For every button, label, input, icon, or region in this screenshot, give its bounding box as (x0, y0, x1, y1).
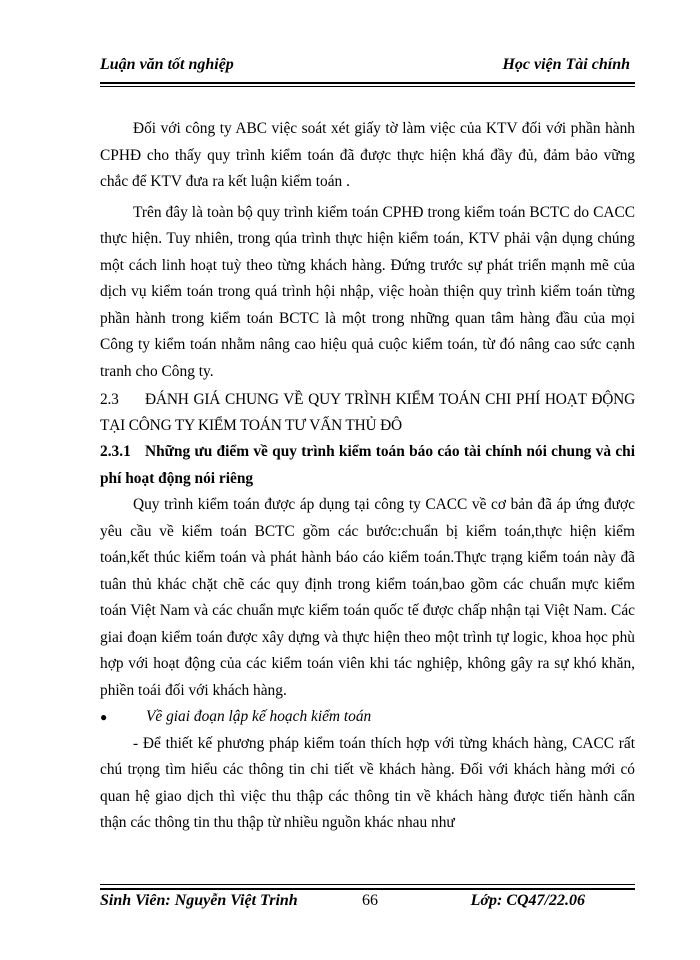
section-heading-2-3 (100, 387, 635, 439)
footer-rule-thick (100, 888, 635, 890)
section-number: 2.3 (100, 391, 119, 408)
footer-rule-thin (100, 884, 635, 885)
footer-student-name: Sinh Viên: Nguyễn Việt Trinh (100, 892, 298, 909)
subsection-title: Những ưu điểm về quy trình kiểm toán báo cáo tài chính nói chung và chi phí hoạt động nói riêng (100, 443, 635, 487)
header-rule-thick (100, 82, 635, 84)
header-rule-thin (100, 86, 635, 87)
paragraph-abc-review: Đối với công ty ABC việc soát xét giấy tờ làm việc của KTV đối với phần hành CPHĐ cho thấy quy trình kiểm toán đã được thực hiện khá đầy đủ, đảm bảo vững chắc để KTV đưa ra kết luận kiểm toán . (100, 120, 635, 190)
page-body (100, 116, 635, 837)
subsection-number: 2.3.1 (100, 443, 131, 460)
paragraph-planning: - Để thiết kế phương pháp kiểm toán thích hợp với từng khách hàng, CACC rất chú trọng tìm hiểu các thông tin chi tiết về khách hàng. Đối với khách hàng mới có quan hệ giao dịch thì việc thu thập các thông tin về khách hàng được tiến hành cẩn thận các thông tin thu thập từ nhiều nguồn khác nhau như (100, 734, 635, 831)
bullet-text: Về giai đoạn lập kế hoạch kiểm toán (146, 708, 372, 725)
subsection-heading-2-3-1 (100, 439, 635, 492)
bullet-icon: ● (100, 710, 108, 724)
bullet-item (100, 704, 635, 731)
section-title: ĐÁNH GIÁ CHUNG VỀ QUY TRÌNH KIỂM TOÁN CHI PHÍ HOẠT ĐỘNG TẠI CÔNG TY KIỂM TOÁN TƯ VẤN THỦ ĐÔ (100, 391, 635, 434)
page-number: 66 (362, 892, 378, 909)
header-thesis-label: Luận văn tốt nghiệp (100, 56, 234, 73)
footer-class: Lớp: CQ47/22.06 (470, 892, 585, 909)
paragraph-summary: Trên đây là toàn bộ quy trình kiểm toán CPHĐ trong kiểm toán BCTC do CACC thực hiện. Tuy nhiên, trong qúa trình thực hiện kiểm toán, KTV phải vận dụng chúng một cách linh hoạt tuỳ theo từng khách hàng. Đứng trước sự phát triển mạnh mẽ của dịch vụ kiểm toán trong quá trình hội nhập, việc hoàn thiện quy trình kiểm toán từng phần hành trong kiểm toán BCTC là một trong những quan tâm hàng đầu của mọi Công ty kiểm toán nhằm nâng cao hiệu quả cuộc kiểm toán, từ đó nâng cao sức cạnh tranh cho Công ty. (100, 203, 635, 380)
page-footer (100, 892, 635, 914)
page-header (100, 56, 635, 80)
header-institution: Học viện Tài chính (502, 56, 630, 73)
paragraph-strengths: Quy trình kiểm toán được áp dụng tại công ty CACC về cơ bản đã áp ứng được yêu cầu về kiểm toán BCTC gồm các bước:chuẩn bị kiểm toán,thực hiện kiểm toán,kết thúc kiểm toán và phát hành báo cáo kiểm toán.Thực trạng kiểm toán này đã tuân thủ khác chặt chẽ các quy định trong kiểm toán,bao gồm các chuẩn mực kiểm toán Việt Nam và các chuẩn mực kiểm toán quốc tế được chấp nhận tại Việt Nam. Các giai đoạn kiểm toán được xây dựng và thực hiện theo một trình tự logic, khoa học phù hợp với hoạt động của các kiểm toán viên khi tác nghiệp, không gây ra sự khó khăn, phiền toái đối với khách hàng. (100, 496, 635, 699)
